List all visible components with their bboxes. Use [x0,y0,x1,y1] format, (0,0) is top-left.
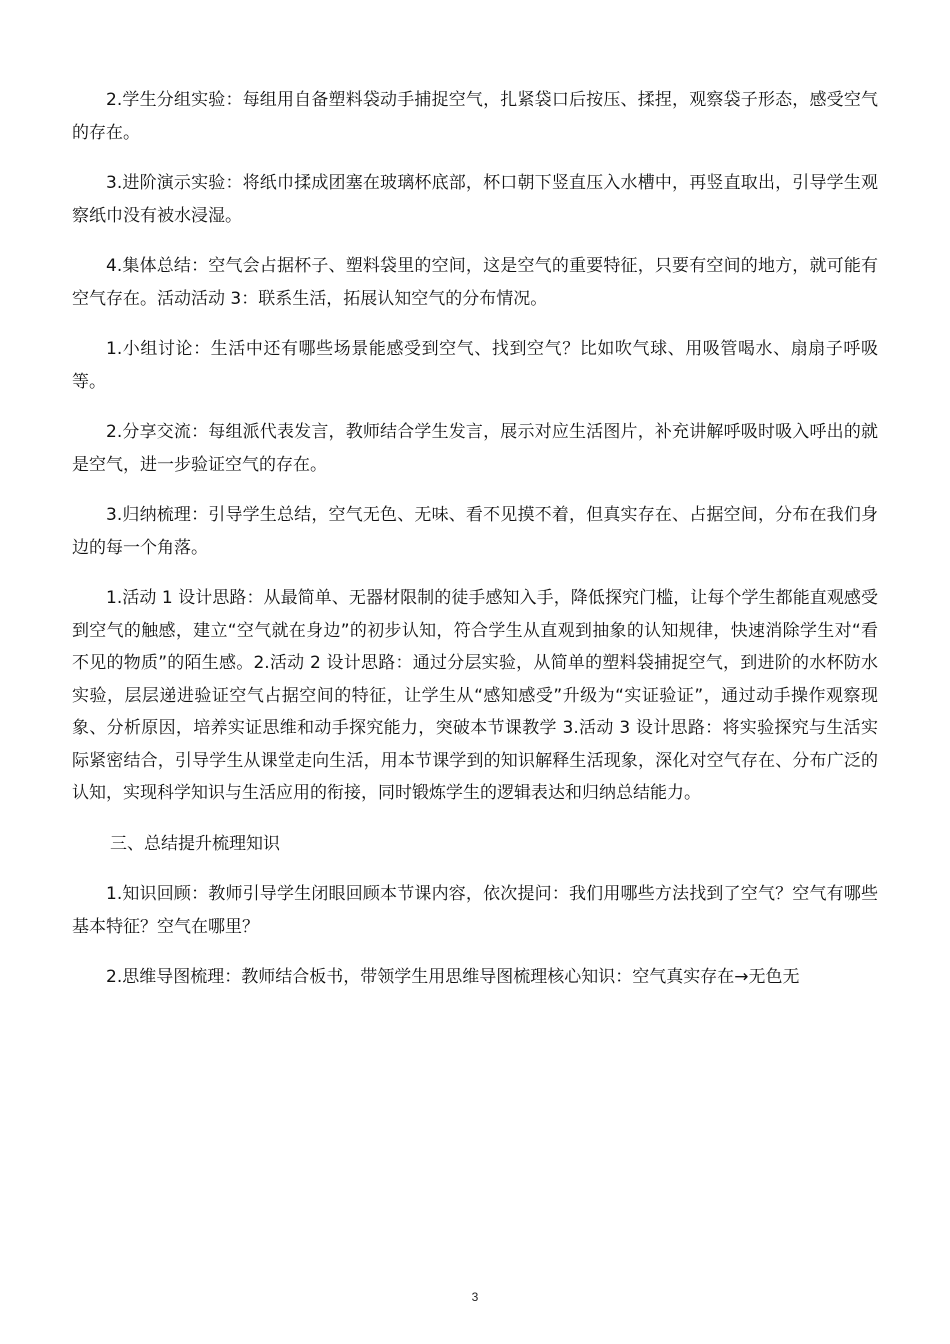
paragraph-sharing: 2.分享交流：每组派代表发言，教师结合学生发言，展示对应生活图片，补充讲解呼吸时吸入呼出的就是空气，进一步验证空气的存在。 [72,422,878,475]
page-number: 3 [471,1290,479,1304]
paragraph-collective-summary: 4.集体总结：空气会占据杯子、塑料袋里的空间，这是空气的重要特征，只要有空间的地方，就可能有空气存在。活动活动 3：联系生活，拓展认知空气的分布情况。 [72,256,878,309]
paragraph-mind-map: 2.思维导图梳理：教师结合板书，带领学生用思维导图梳理核心知识：空气真实存在→无色无 [106,967,800,987]
section-heading: 三、总结提升梳理知识 [110,833,280,854]
paragraph-induction: 3.归纳梳理：引导学生总结，空气无色、无味、看不见摸不着，但真实存在、占据空间，分布在我们身边的每一个角落。 [72,505,878,558]
paragraph-group-discussion: 1.小组讨论：生活中还有哪些场景能感受到空气、找到空气？比如吹气球、用吸管喝水、扇扇子呼吸等。 [72,339,878,392]
paragraph-group-experiment: 2.学生分组实验：每组用自备塑料袋动手捕捉空气，扎紧袋口后按压、揉捏，观察袋子形态，感受空气的存在。 [72,90,878,143]
paragraph-design-ideas: 1.活动 1 设计思路：从最简单、无器材限制的徒手感知入手，降低探究门槛，让每个学生都能直观感受到空气的触感，建立“空气就在身边”的初步认知，符合学生从直观到抽象的认知规律，快速消除学生对“看不见的物质”的陌生感。2.活动 2 设计思路：通过分层实验，从简单的塑料袋捕捉空气，到进阶的水杯防水实验，层层递进验证空气占据空间的特征，让学生从“感知感受”升级为“实证验证”，通过动手操作观察现象、分析原因，培养实证思维和动手探究能力，突破本节课教学 3.活动 3 设计思路：将实验探究与生活实际紧密结合，引导学生从课堂走向生活，用本节课学到的知识解释生活现象，深化对空气存在、分布广泛的认知，实现科学知识与生活应用的衔接，同时锻炼学生的逻辑表达和归纳总结能力。 [72,588,878,803]
paragraph-advanced-demo: 3.进阶演示实验：将纸巾揉成团塞在玻璃杯底部，杯口朝下竖直压入水槽中，再竖直取出，引导学生观察纸巾没有被水浸湿。 [72,173,878,226]
paragraph-knowledge-review: 1.知识回顾：教师引导学生闭眼回顾本节课内容，依次提问：我们用哪些方法找到了空气？空气有哪些基本特征？空气在哪里？ [72,884,878,937]
document-page [72,84,878,1012]
